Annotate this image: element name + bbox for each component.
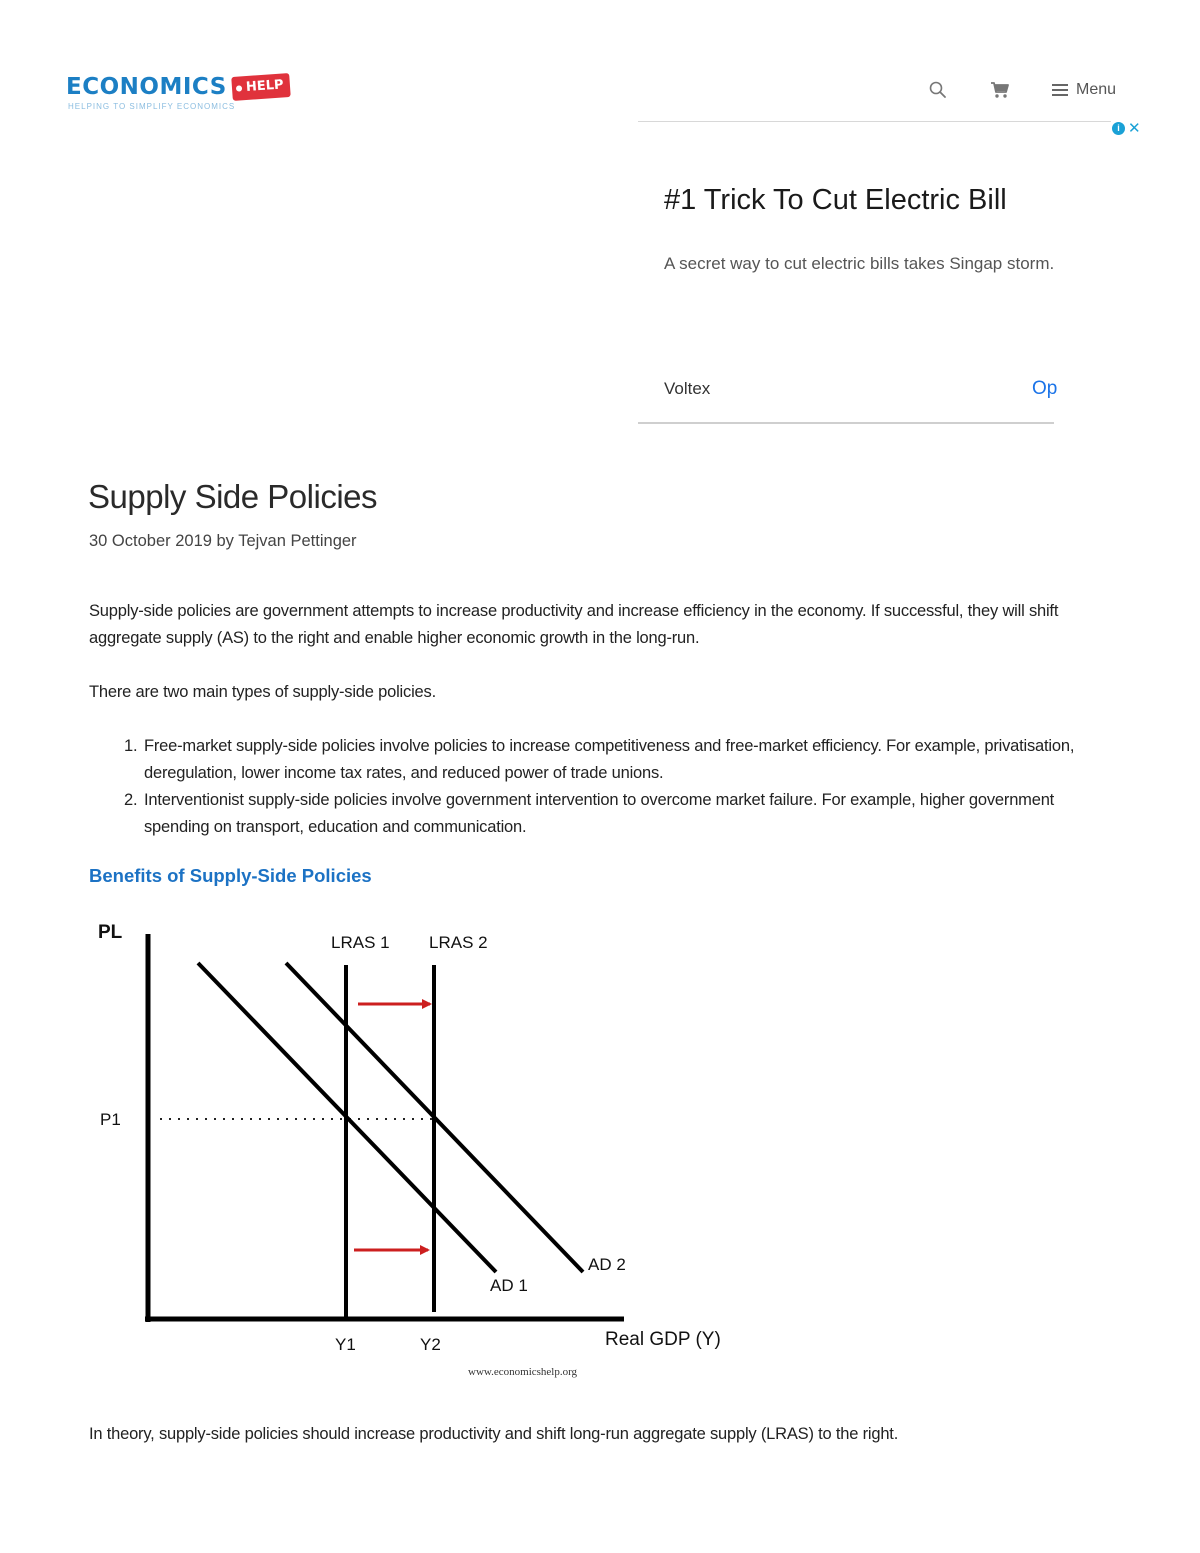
y1-label: Y1 [335, 1335, 356, 1354]
lras2-label: LRAS 2 [429, 933, 488, 952]
post-meta[interactable]: 30 October 2019 by Tejvan Pettinger [89, 532, 357, 550]
site-logo[interactable] [66, 72, 296, 114]
policy-types-list [124, 733, 1114, 841]
search-icon[interactable] [928, 80, 948, 100]
list-text: Free-market supply-side policies involve policies to increase competitiveness and free-market efficiency. For example, privatisation, deregulation, lower income tax rates, and reduced power of trade unions. [144, 737, 1075, 782]
ad-info-icon[interactable]: i [1112, 122, 1125, 135]
ad-bottom-divider [638, 422, 1054, 424]
ad2-label: AD 2 [588, 1255, 626, 1274]
list-text: Interventionist supply-side policies involve government intervention to overcome market failure. For example, higher government spending on transport, education and communication. [144, 791, 1055, 836]
list-item [124, 733, 1114, 787]
ad-open-button[interactable]: Op [1032, 378, 1058, 399]
menu-button[interactable] [1052, 78, 1116, 102]
menu-label: Menu [1076, 81, 1117, 98]
ad-title[interactable]: #1 Trick To Cut Electric Bill [664, 184, 1007, 216]
x-axis-label: Real GDP (Y) [605, 1329, 721, 1350]
ad-choices[interactable] [1112, 122, 1141, 135]
intro-paragraph: Supply-side policies are government attempts to increase productivity and increase efficiency in the economy. If successful, they will shift aggregate supply (AS) to the right and enable higher economic growth in the long-run. [89, 602, 1059, 647]
list-number: 1. [124, 737, 138, 755]
list-item [124, 787, 1114, 841]
menu-icon [1052, 84, 1068, 96]
close-icon[interactable]: ✕ [1128, 120, 1141, 137]
lras1-label: LRAS 1 [331, 933, 390, 952]
list-number: 2. [124, 791, 138, 809]
conclusion-paragraph: In theory, supply-side policies should increase productivity and shift long-run aggregate supply (LRAS) to the right. [89, 1425, 899, 1443]
logo-tag: HELP [231, 73, 290, 101]
cart-icon[interactable] [989, 80, 1011, 100]
types-intro-paragraph: There are two main types of supply-side policies. [89, 683, 436, 701]
ad-top-divider [638, 121, 1111, 122]
y2-label: Y2 [420, 1335, 441, 1354]
page-title: Supply Side Policies [88, 478, 377, 515]
ad-description: A secret way to cut electric bills takes Singap storm. [664, 254, 1055, 273]
benefits-heading[interactable]: Benefits of Supply-Side Policies [89, 865, 372, 886]
p1-label: P1 [100, 1110, 121, 1129]
ad1-label: AD 1 [490, 1276, 528, 1295]
y-axis-label: PL [98, 922, 123, 943]
logo-text: ECONOMICS [66, 74, 227, 100]
logo-tagline: HELPING TO SIMPLIFY ECONOMICS [68, 102, 236, 111]
lras-shift-diagram [88, 910, 738, 1390]
diagram-svg [88, 910, 738, 1390]
ad-advertiser: Voltex [664, 379, 711, 398]
ad-banner[interactable] [638, 140, 1058, 424]
watermark: www.economicshelp.org [468, 1366, 578, 1378]
